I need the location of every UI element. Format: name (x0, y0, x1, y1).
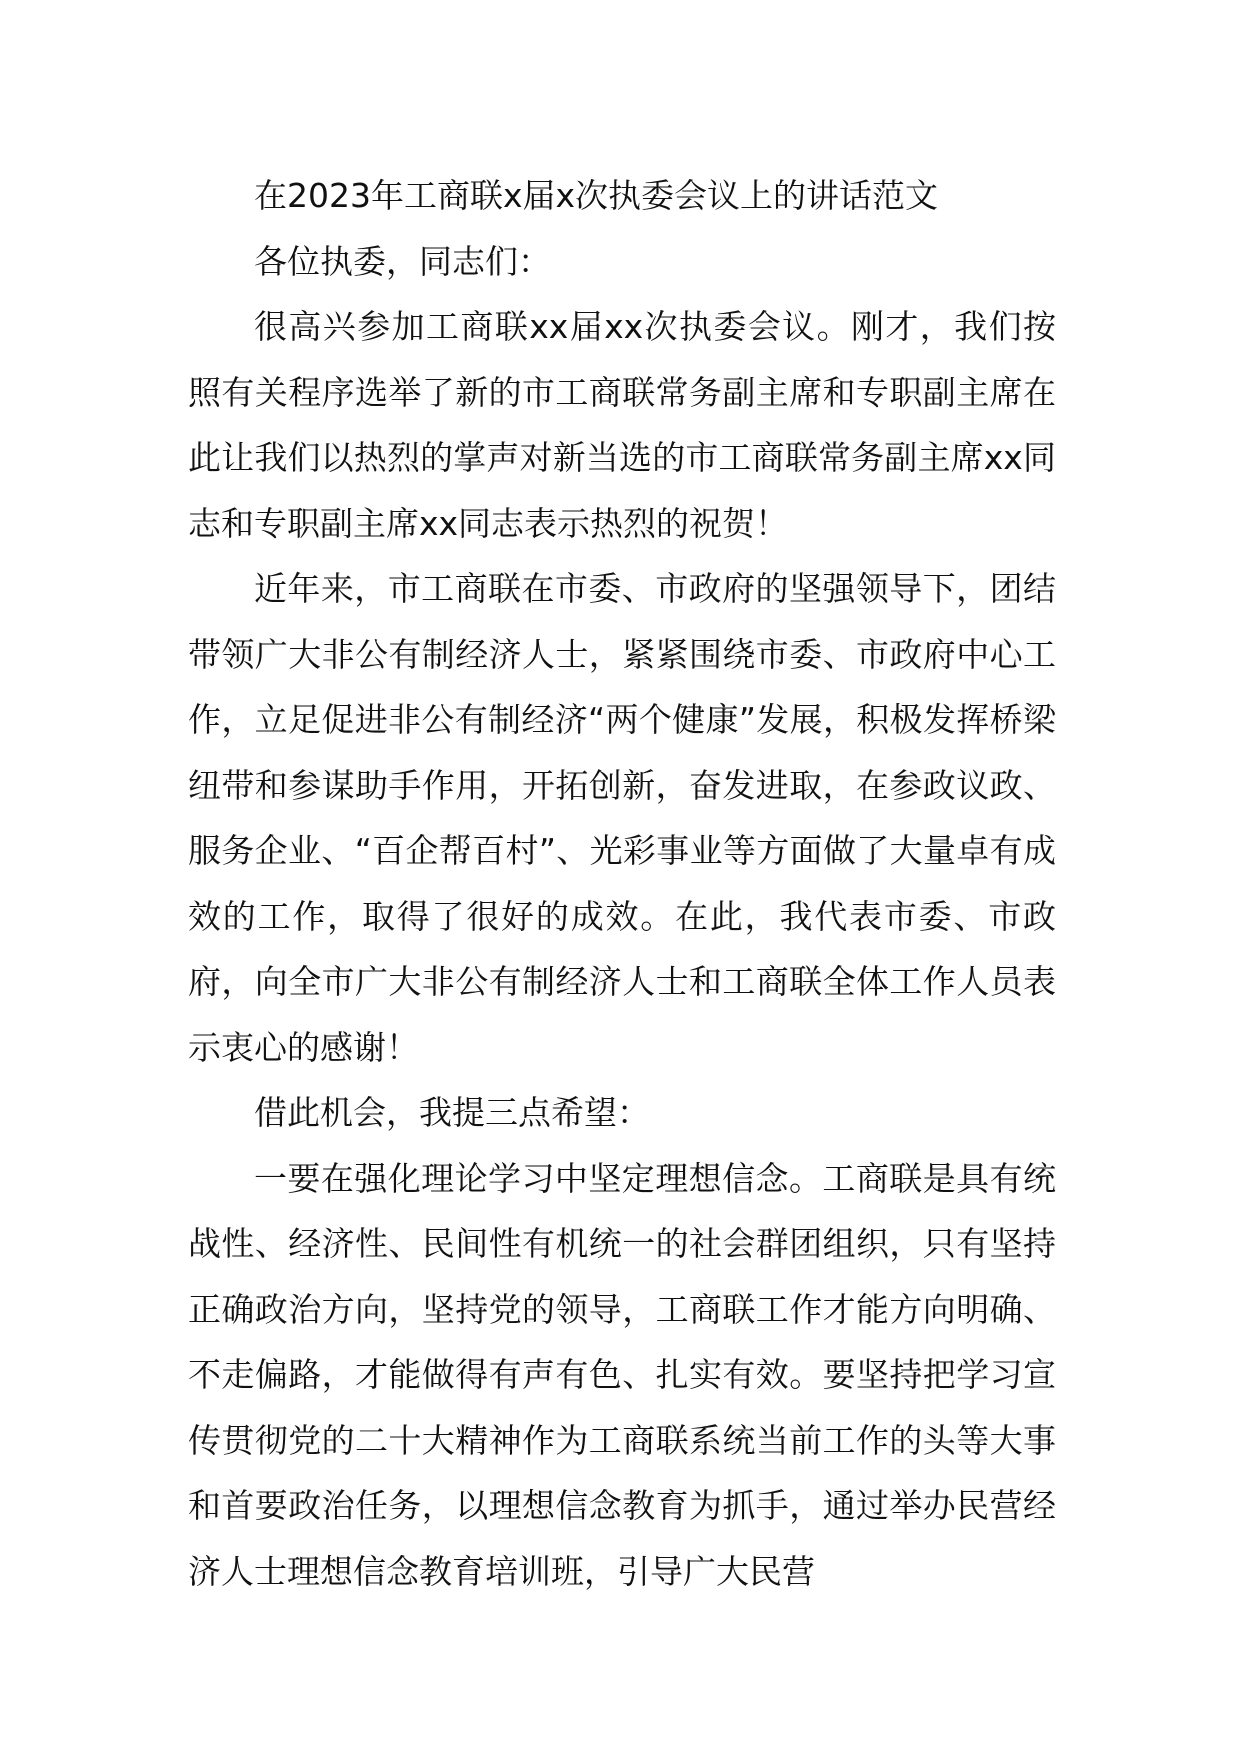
body-paragraph: 很高兴参加工商联xx届xx次执委会议。刚才，我们按照有关程序选举了新的市工商联常务副主席和专职副主席在此让我们以热烈的掌声对新当选的市工商联常务副主席xx同志和专职副主席xx同志表示热烈的祝贺！ (188, 307, 1056, 543)
document-title: 在2023年工商联x届x次执委会议上的讲话范文 (254, 176, 939, 215)
body-paragraph: 近年来，市工商联在市委、市政府的坚强领导下，团结带领广大非公有制经济人士，紧紧围绕市委、市政府中心工作，立足促进非公有制经济“两个健康”发展，积极发挥桥梁纽带和参谋助手作用，开拓创新，奋发进取，在参政议政、服务企业、“百企帮百村”、光彩事业等方面做了大量卓有成效的工作，取得了很好的成效。在此，我代表市委、市政府，向全市广大非公有制经济人士和工商联全体工作人员表示衷心的感谢！ (188, 569, 1056, 1067)
body-paragraph: 一要在强化理论学习中坚定理想信念。工商联是具有统战性、经济性、民间性有机统一的社会群团组织，只有坚持正确政治方向，坚持党的领导，工商联工作才能方向明确、不走偏路，才能做得有声有色、扎实有效。要坚持把学习宣传贯彻党的二十大精神作为工商联系统当前工作的头等大事和首要政治任务，以理想信念教育为抓手，通过举办民营经济人士理想信念教育培训班，引导广大民营 (188, 1158, 1056, 1591)
body-paragraph: 借此机会，我提三点希望： (254, 1093, 650, 1132)
salutation-paragraph: 各位执委，同志们： (254, 241, 551, 281)
document-body (188, 163, 1056, 1604)
